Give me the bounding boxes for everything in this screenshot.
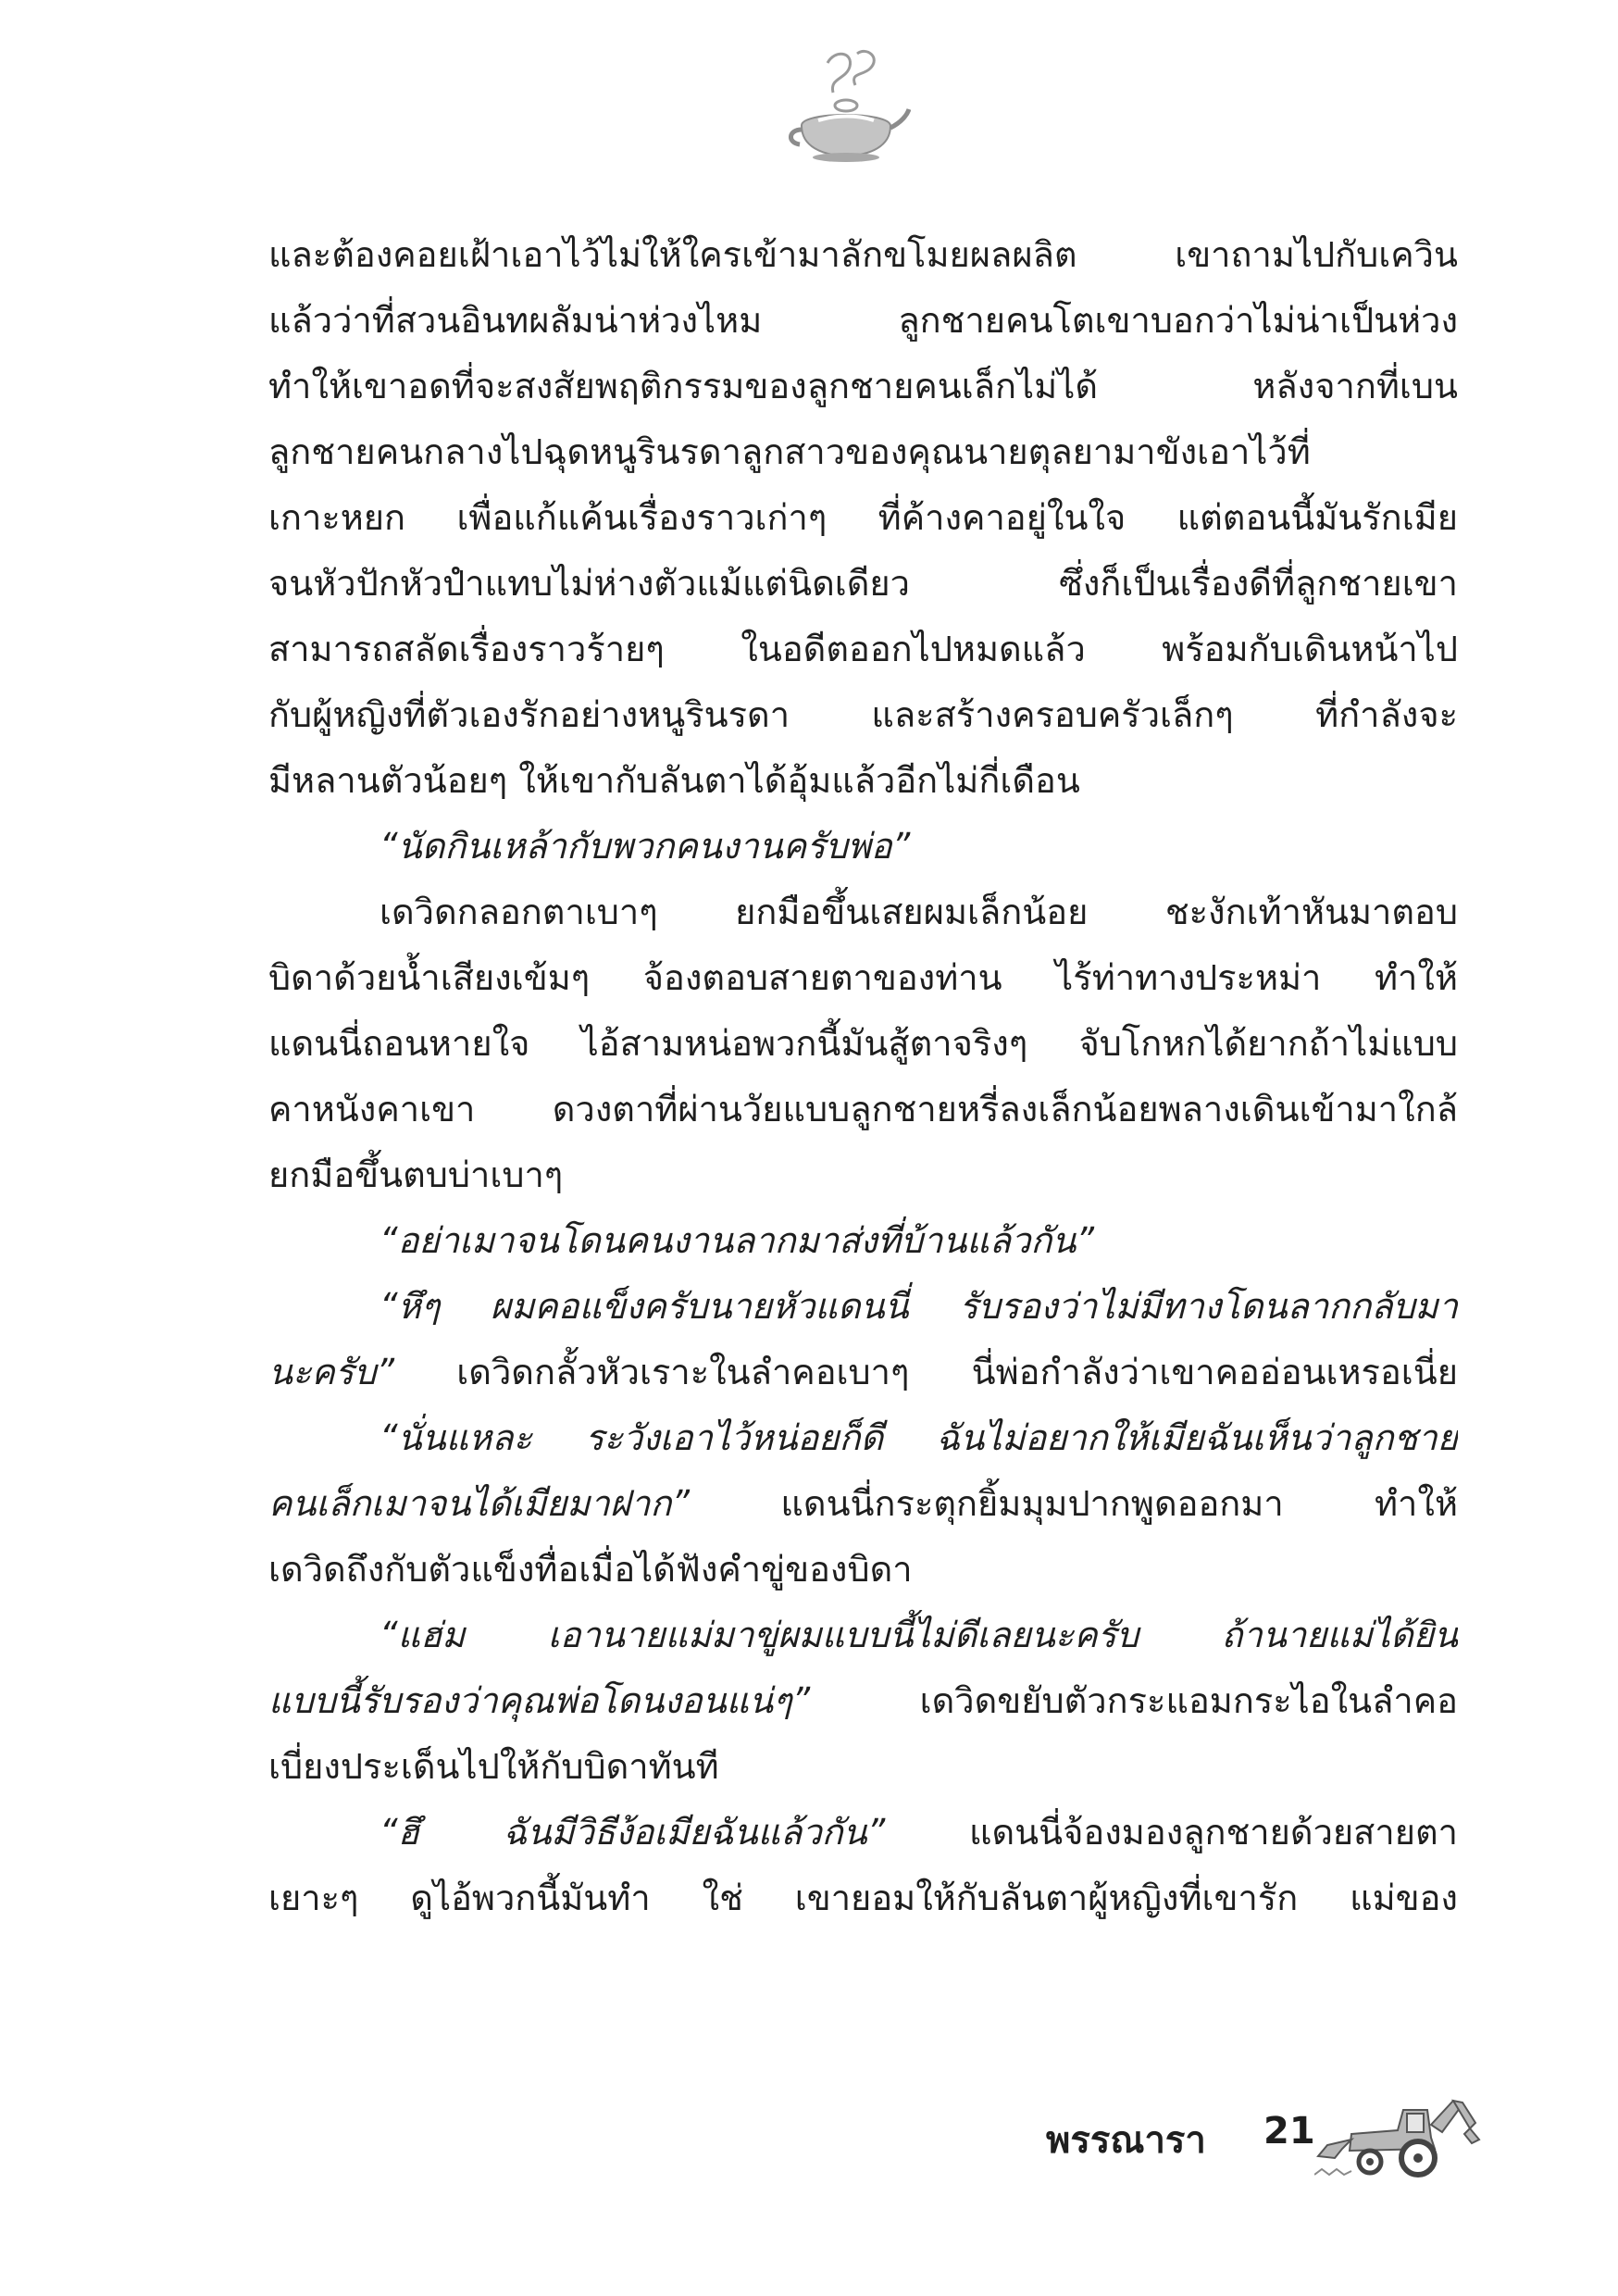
backhoe-icon: [1314, 2097, 1481, 2178]
narration-text: เดวิดขยับตัวกระแอมกระไอในลำคอ: [810, 1680, 1458, 1721]
dialogue-quote: นะครับ”: [268, 1352, 395, 1392]
dialogue-quote: “นั่นแหละ ระวังเอาไว้หน่อยก็ดี ฉันไม่อยากให้เมียฉันเห็นว่าลูกชาย: [380, 1417, 1458, 1458]
paragraph-line: เยาะๆ ดูไอ้พวกนี้มันทำ ใช่ เขายอมให้กับลันตาผู้หญิงที่เขารัก แม่ของ: [268, 1878, 1458, 1918]
dialogue-line: [268, 1471, 1458, 1537]
narration-text: แดนนี่จ้องมองลูกชายด้วยสายตา: [885, 1812, 1458, 1853]
dialogue-line: [268, 1668, 1458, 1734]
paragraph-line: เดวิดถึงกับตัวแข็งทื่อเมื่อได้ฟังคำขู่ของบิดา: [268, 1549, 913, 1590]
page-footer: [1018, 2097, 1481, 2180]
paragraph-line: ยกมือขึ้นตบบ่าเบาๆ: [268, 1154, 564, 1195]
paragraph-line: แดนนี่ถอนหายใจ ไอ้สามหน่อพวกนี้มันสู้ตาจริงๆ จับโกหกได้ยากถ้าไม่แบบ: [268, 1023, 1458, 1064]
paragraph-line: คาหนังคาเขา ดวงตาที่ผ่านวัยแบบลูกชายหรี่ลงเล็กน้อยพลางเดินเข้ามาใกล้: [268, 1089, 1458, 1129]
narration-text: แดนนี่กระตุกยิ้มมุมปากพูดออกมา ทำให้: [690, 1483, 1458, 1524]
dialogue-line: [268, 1800, 1458, 1866]
dialogue-quote: “แฮ่ม เอานายแม่มาขู่ผมแบบนี้ไม่ดีเลยนะครับ ถ้านายแม่ได้ยิน: [380, 1615, 1458, 1655]
narration-text: เดวิดกลั้วหัวเราะในลำคอเบาๆ นี่พ่อกำลังว่าเขาคออ่อนเหรอเนี่ย: [394, 1352, 1458, 1392]
paragraph-line: จนหัวปักหัวปำแทบไม่ห่างตัวแม้แต่นิดเดียว ซึ่งก็เป็นเรื่องดีที่ลูกชายเขา: [268, 563, 1458, 604]
paragraph-line: เดวิดกลอกตาเบาๆ ยกมือขึ้นเสยผมเล็กน้อย ชะงักเท้าหันมาตอบ: [380, 892, 1458, 932]
paragraph-line: มีหลานตัวน้อยๆ ให้เขากับลันตาได้อุ้มแล้วอีกไม่กี่เดือน: [268, 760, 1080, 801]
dialogue-line: [268, 1208, 1458, 1274]
dialogue-quote: “หึๆ ผมคอแข็งครับนายหัวแดนนี่ รับรองว่าไม่มีทางโดนลากกลับมา: [380, 1286, 1458, 1327]
paragraph-line: ทำให้เขาอดที่จะสงสัยพฤติกรรมของลูกชายคนเล็กไม่ได้ หลังจากที่เบน: [268, 366, 1458, 406]
paragraph-line: กับผู้หญิงที่ตัวเองรักอย่างหนูรินรดา และสร้างครอบครัวเล็กๆ ที่กำลังจะ: [268, 694, 1458, 735]
paragraph-line: เบี่ยงประเด็นไปให้กับบิดาทันที: [268, 1746, 719, 1787]
dialogue-line: [268, 1274, 1458, 1340]
dialogue-line: [268, 1340, 1458, 1405]
paragraph-line: บิดาด้วยน้ำเสียงเข้มๆ จ้องตอบสายตาของท่าน ไร้ท่าทางประหม่า ทำให้: [268, 957, 1458, 998]
paragraph-line: แล้วว่าที่สวนอินทผลัมน่าห่วงไหม ลูกชายคนโตเขาบอกว่าไม่น่าเป็นห่วง: [268, 300, 1458, 341]
page-number: 21: [1263, 2110, 1315, 2152]
teapot-logo-icon: [781, 44, 911, 165]
paragraph-line: สามารถสลัดเรื่องราวร้ายๆ ในอดีตออกไปหมดแล้ว พร้อมกับเดินหน้าไป: [268, 629, 1458, 669]
paragraph-line: ลูกชายคนกลางไปฉุดหนูรินรดาลูกสาวของคุณนายตุลยามาขังเอาไว้ที่: [268, 431, 1311, 472]
dialogue-quote: คนเล็กเมาจนได้เมียมาฝาก”: [268, 1483, 691, 1524]
paragraph-line: เกาะหยก เพื่อแก้แค้นเรื่องราวเก่าๆ ที่ค้างคาอยู่ในใจ แต่ตอนนี้มันรักเมีย: [268, 497, 1458, 538]
paragraph-line: และต้องคอยเฝ้าเอาไว้ไม่ให้ใครเข้ามาลักขโมยผลผลิต เขาถามไปกับเควิน: [268, 234, 1458, 275]
dialogue-quote: “นัดกินเหล้ากับพวกคนงานครับพ่อ”: [380, 826, 911, 867]
dialogue-quote: “ฮึ ฉันมีวิธีง้อเมียฉันแล้วกัน”: [380, 1812, 886, 1853]
dialogue-line: [268, 1603, 1458, 1668]
dialogue-quote: แบบนี้รับรองว่าคุณพ่อโดนงอนแน่ๆ”: [268, 1680, 811, 1721]
dialogue-line: [268, 1405, 1458, 1471]
dialogue-line: [268, 814, 1458, 880]
dialogue-quote: “อย่าเมาจนโดนคนงานลากมาส่งที่บ้านแล้วกัน”: [380, 1220, 1095, 1261]
book-title: พรรณารา: [1046, 2119, 1206, 2162]
body-text: [268, 222, 1458, 1931]
